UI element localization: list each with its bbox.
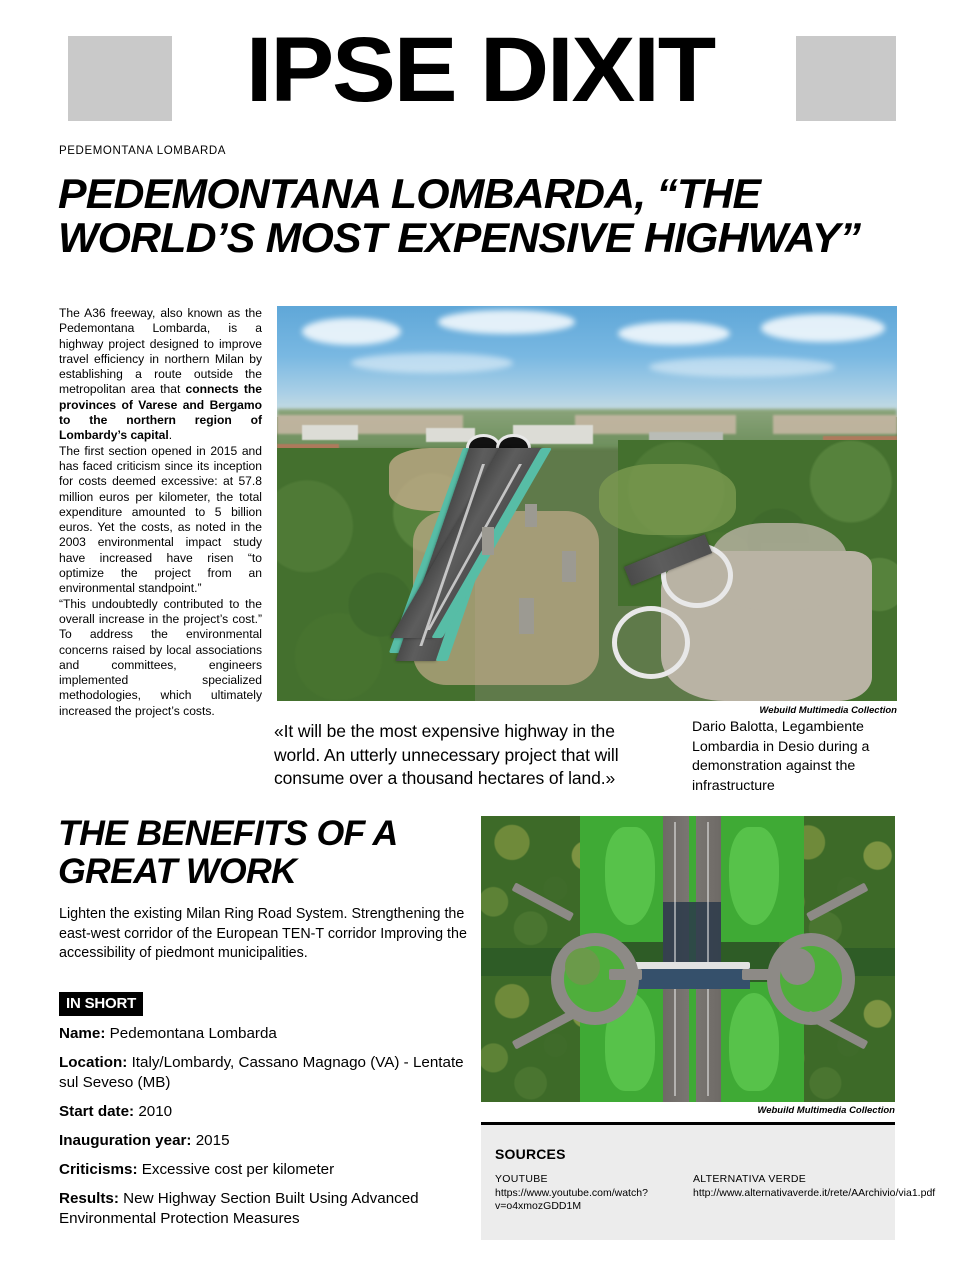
fact-key: Results: [59,1190,119,1207]
fact-row [59,1189,479,1229]
photo-viaduct-credit: Webuild Multimedia Collection [759,705,897,716]
fact-row [59,1160,479,1180]
in-short-badge: IN SHORT [59,992,143,1016]
pull-quote-attribution: Dario Balotta, Legambiente Lombardia in Desio during a demonstration against the infrastructure [692,719,870,794]
bridge-parapet [634,962,750,969]
photo-interchange-credit: Webuild Multimedia Collection [757,1105,895,1116]
fact-row [59,1053,479,1093]
cloud-icon [761,314,885,342]
fact-value: New Highway Section Built Using Advanced Environmental Protection Measures [59,1190,419,1227]
overpass-bridge [634,968,750,989]
bridge-pier [482,527,494,555]
para1-tail: . [168,428,173,443]
connector-road-left [609,969,642,980]
bridge-pier [562,551,576,583]
grass-island [729,827,779,924]
meadow [599,464,735,535]
fact-value: 2015 [195,1132,230,1149]
fact-key: Name: [59,1025,106,1042]
in-short-list [59,1024,479,1238]
fact-value: Italy/Lombardy, Cassano Magnago (VA) - Lentate sul Seveso (MB) [59,1054,464,1091]
abutment-ramp-lower [612,606,690,679]
roundabout-right-island [780,948,815,985]
benefits-text: Lighten the existing Milan Ring Road System. Strengthening the east-west corridor of the European TEN-T corridor Improving the accessibility of piedmont municipalities. [59,906,467,961]
article-paragraph-3: “This undoubtedly contributed to the overall increase in the project’s cost.” To address the environmental concerns raised by local associations and committees, engineers implemented specialized methodologies, which ultimately increased the project’s costs. [59,596,262,718]
source-item-alternativa-verde [693,1173,936,1200]
distant-town [773,415,897,435]
source-name: ALTERNATIVA VERDE [693,1173,807,1185]
connector-road-right [742,969,775,980]
grass-island [729,993,779,1090]
article-paragraph-2: The first section opened in 2015 and has faced criticism since its inception for costs deemed excessive: at 57.8 million euros per kilometer, the total expenditure amounted to 5 billion euros. Yet the costs, as noted in the 2003 environmental impact study have increased have risen “to optimize the project from an environmental standpoint.” [59,443,262,596]
photo-viaduct [277,306,897,701]
fact-key: Start date: [59,1103,135,1120]
page-title: PEDEMONTANA LOMBARDA, “THE WORLD’S MOST EXPENSIVE HIGHWAY” [58,170,861,261]
source-url[interactable]: http://www.alternativaverde.it/rete/AArchivio/via1.pdf [693,1186,936,1199]
kicker: PEDEMONTANA LOMBARDA [59,145,227,157]
bridge-pier [525,504,537,528]
para1-bold: connects the provinces of Varese and Bergamo to the northern region of Lombardy’s capital [59,382,262,443]
fact-value: Pedemontana Lombarda [109,1025,277,1042]
section-title-benefits: THE BENEFITS OF A GREAT WORK [58,814,397,891]
article-body [59,306,262,719]
para1-lead: The A36 freeway, also known as the Pedemontana Lombarda, is a highway project designed to improve travel efficiency in northern Milan by establishing a route outside the metropolitan area that [59,306,262,397]
lane-marking [674,822,676,1097]
fact-key: Criticisms: [59,1161,138,1178]
grass-island [605,827,655,924]
fact-key: Location: [59,1054,128,1071]
fact-row [59,1024,479,1044]
fact-key: Inauguration year: [59,1132,192,1149]
cloud-icon [649,357,835,377]
sources-title: SOURCES [495,1146,566,1162]
warehouse [302,425,358,441]
source-item-youtube [495,1173,660,1214]
fact-value: Excessive cost per kilometer [141,1161,335,1178]
source-url[interactable]: https://www.youtube.com/watch?v=o4xmozGDD1M [495,1186,648,1212]
cloud-icon [351,353,512,373]
cloud-icon [438,310,574,334]
pull-quote: «It will be the most expensive highway in the world. An utterly unnecessary project that will consume over a thousand hectares of land.» [274,721,619,788]
roundabout-left-island [565,948,600,985]
masthead-title: IPSE DIXIT [245,19,715,121]
source-name: YOUTUBE [495,1173,548,1185]
fact-row [59,1102,479,1122]
fact-row [59,1131,479,1151]
fact-value: 2010 [138,1103,173,1120]
lane-marking [707,822,709,1097]
article-paragraph-1 [59,306,262,444]
masthead [0,0,960,135]
bridge-pier [519,598,534,634]
highway-shadow [663,902,721,965]
photo-interchange [481,816,895,1102]
